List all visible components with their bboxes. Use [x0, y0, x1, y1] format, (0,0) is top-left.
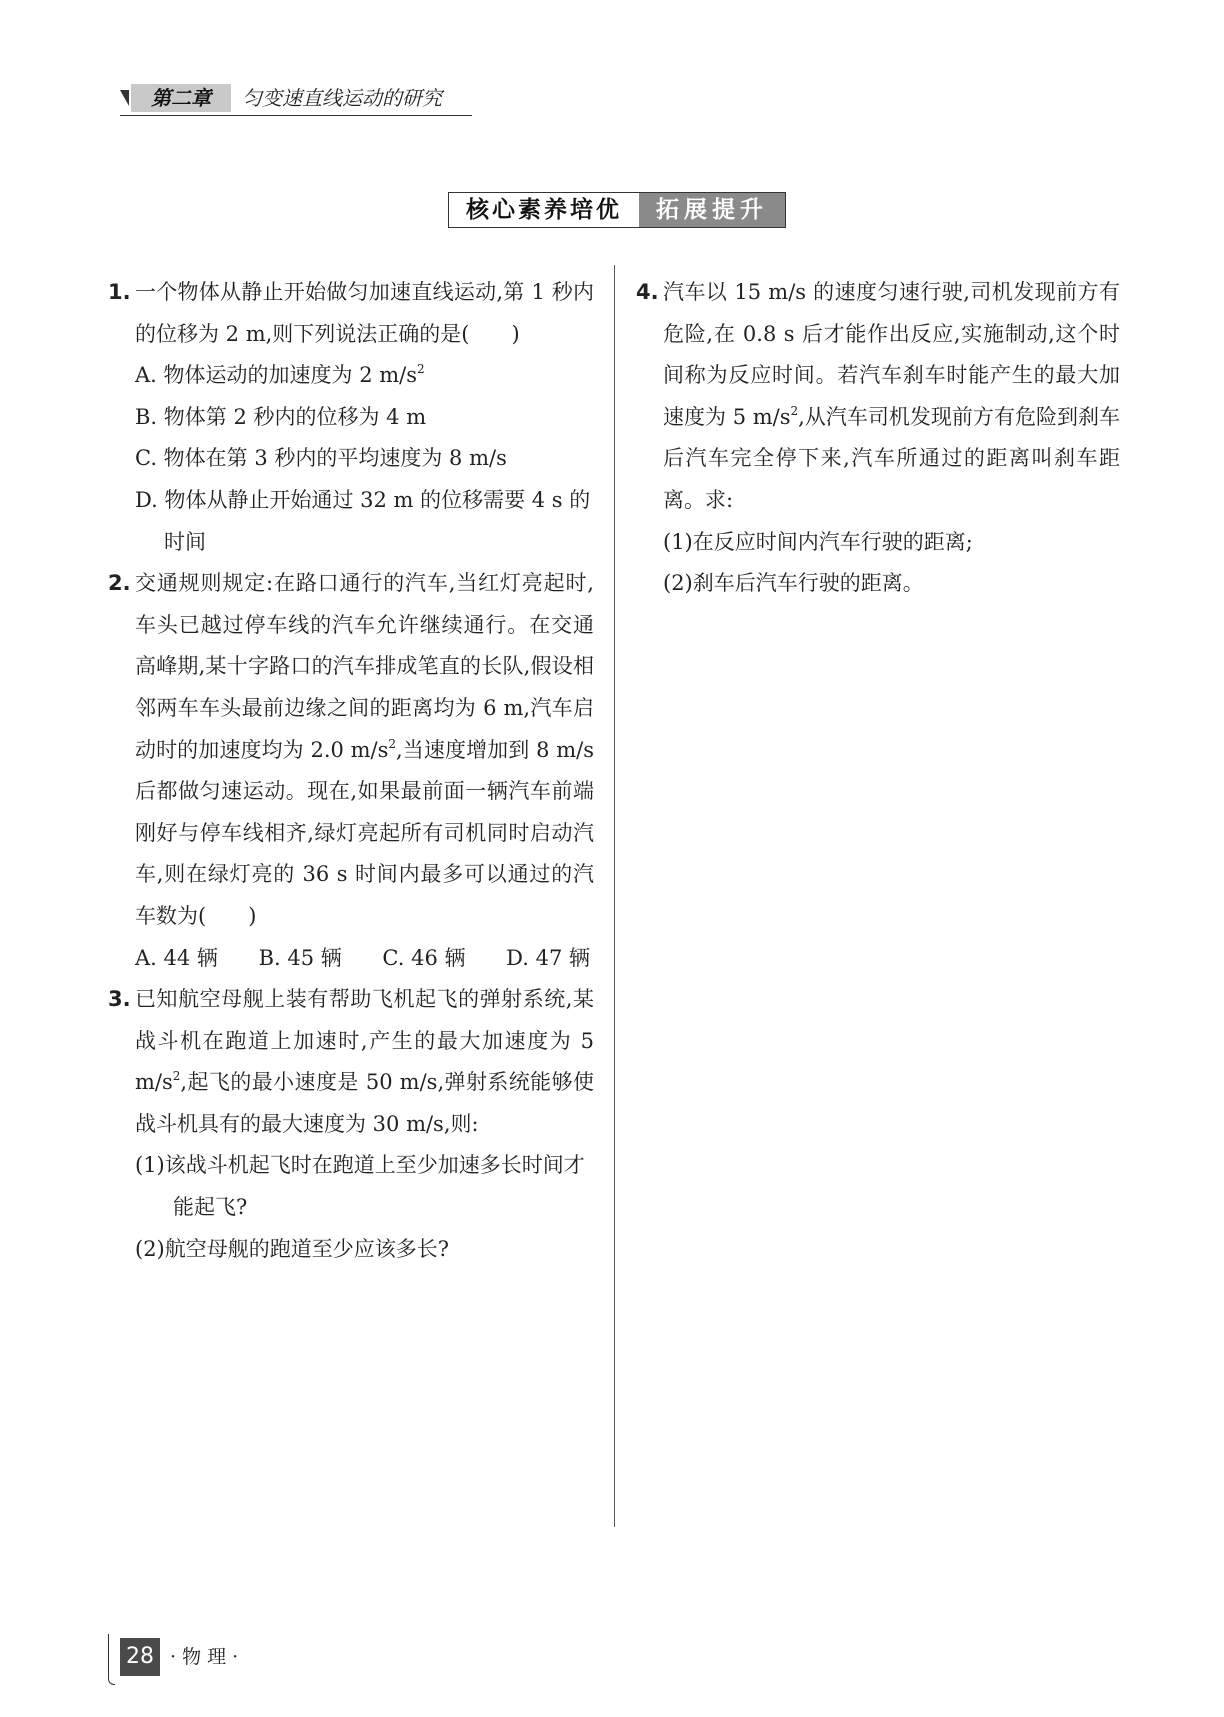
section-title-left: 核心素养培优	[466, 196, 622, 223]
subject-label: · 物 理 ·	[170, 1646, 239, 1668]
question-1	[108, 272, 594, 355]
option-c: C. 46 辆	[382, 945, 466, 970]
footer-bracket	[108, 1634, 115, 1685]
question-stem-cont: ,起飞的最小速度是 50 m/s,弹射系统能够使战斗机具有的最大速度为 30 m/s,则:	[135, 1070, 594, 1136]
left-column	[108, 272, 594, 1270]
option-text: A. 物体运动的加速度为 2 m/s	[135, 363, 417, 388]
sub-question-2: (2)刹车后汽车行驶的距离。	[663, 571, 924, 596]
superscript: 2	[388, 736, 397, 751]
question-stem-cont: ,从汽车司机发现前方有危险到刹车后汽车完全停下来,汽车所通过的距离叫刹车距离。求:	[663, 404, 1120, 512]
chapter-label: 第二章	[131, 84, 231, 112]
sub-question-2: (2)航空母舰的跑道至少应该多长?	[135, 1236, 450, 1261]
question-4	[636, 272, 1120, 522]
option-a: A. 44 辆	[135, 945, 218, 970]
section-title-right: 拓展提升	[639, 193, 785, 227]
section-banner	[448, 192, 786, 228]
question-number: 1.	[108, 280, 131, 304]
question-stem: 汽车以 15 m/s 的速度匀速行驶,司机发现前方有危险,在 0.8 s 后才能作出反应,实施制动,这个时间称为反应时间。若汽车刹车时能产生的最大加速度为 5 m/s	[663, 280, 1120, 429]
option-d: D. 物体从静止开始通过 32 m 的位移需要 4 s 的时间	[135, 487, 591, 554]
option-b: B. 物体第 2 秒内的位移为 4 m	[135, 404, 427, 429]
sub-question-1: (1)在反应时间内汽车行驶的距离;	[663, 529, 973, 554]
superscript: 2	[417, 362, 425, 377]
options-row	[108, 938, 590, 980]
option-b: B. 45 辆	[258, 945, 342, 970]
option-c: C. 物体在第 3 秒内的平均速度为 8 m/s	[135, 446, 507, 471]
question-stem: 已知航空母舰上装有帮助飞机起飞的弹射系统,某战斗机在跑道上加速时,产生的最大加速度为 5 m/s	[135, 987, 594, 1095]
question-number: 3.	[108, 987, 131, 1012]
option-a	[108, 355, 594, 397]
question-stem-cont: ,当速度增加到 8 m/s 后都做匀速运动。现在,如果最前面一辆汽车前端刚好与停车线相齐,绿灯亮起所有司机同时启动汽车,则在绿灯亮的 36 s 时间内最多可以通过的汽车数为( )	[135, 737, 594, 928]
right-column	[636, 272, 1120, 605]
column-divider	[614, 265, 615, 1527]
header-rule	[120, 115, 472, 116]
page-number: 28	[120, 1638, 160, 1676]
question-number: 4.	[636, 280, 659, 304]
question-stem: 一个物体从静止开始做匀加速直线运动,第 1 秒内的位移为 2 m,则下列说法正确的是( )	[135, 280, 594, 346]
question-stem: 交通规则规定:在路口通行的汽车,当红灯亮起时,车头已越过停车线的汽车允许继续通行。在交通高峰期,某十字路口的汽车排成笔直的长队,假设相邻两车车头最前边缘之间的距离均为 6 m,汽车启动时的加速度均为 2.0 m/s	[135, 571, 594, 762]
superscript: 2	[172, 1069, 181, 1084]
question-3	[108, 979, 594, 1145]
sub-question-1: (1)该战斗机起飞时在跑道上至少加速多长时间才能起飞?	[135, 1153, 585, 1220]
chapter-marker-icon	[120, 90, 129, 106]
superscript: 2	[790, 403, 799, 418]
chapter-header	[120, 84, 472, 116]
question-2	[108, 563, 594, 937]
option-d: D. 47 辆	[506, 945, 590, 970]
question-number: 2.	[108, 571, 131, 596]
chapter-title: 匀变速直线运动的研究	[242, 86, 442, 110]
